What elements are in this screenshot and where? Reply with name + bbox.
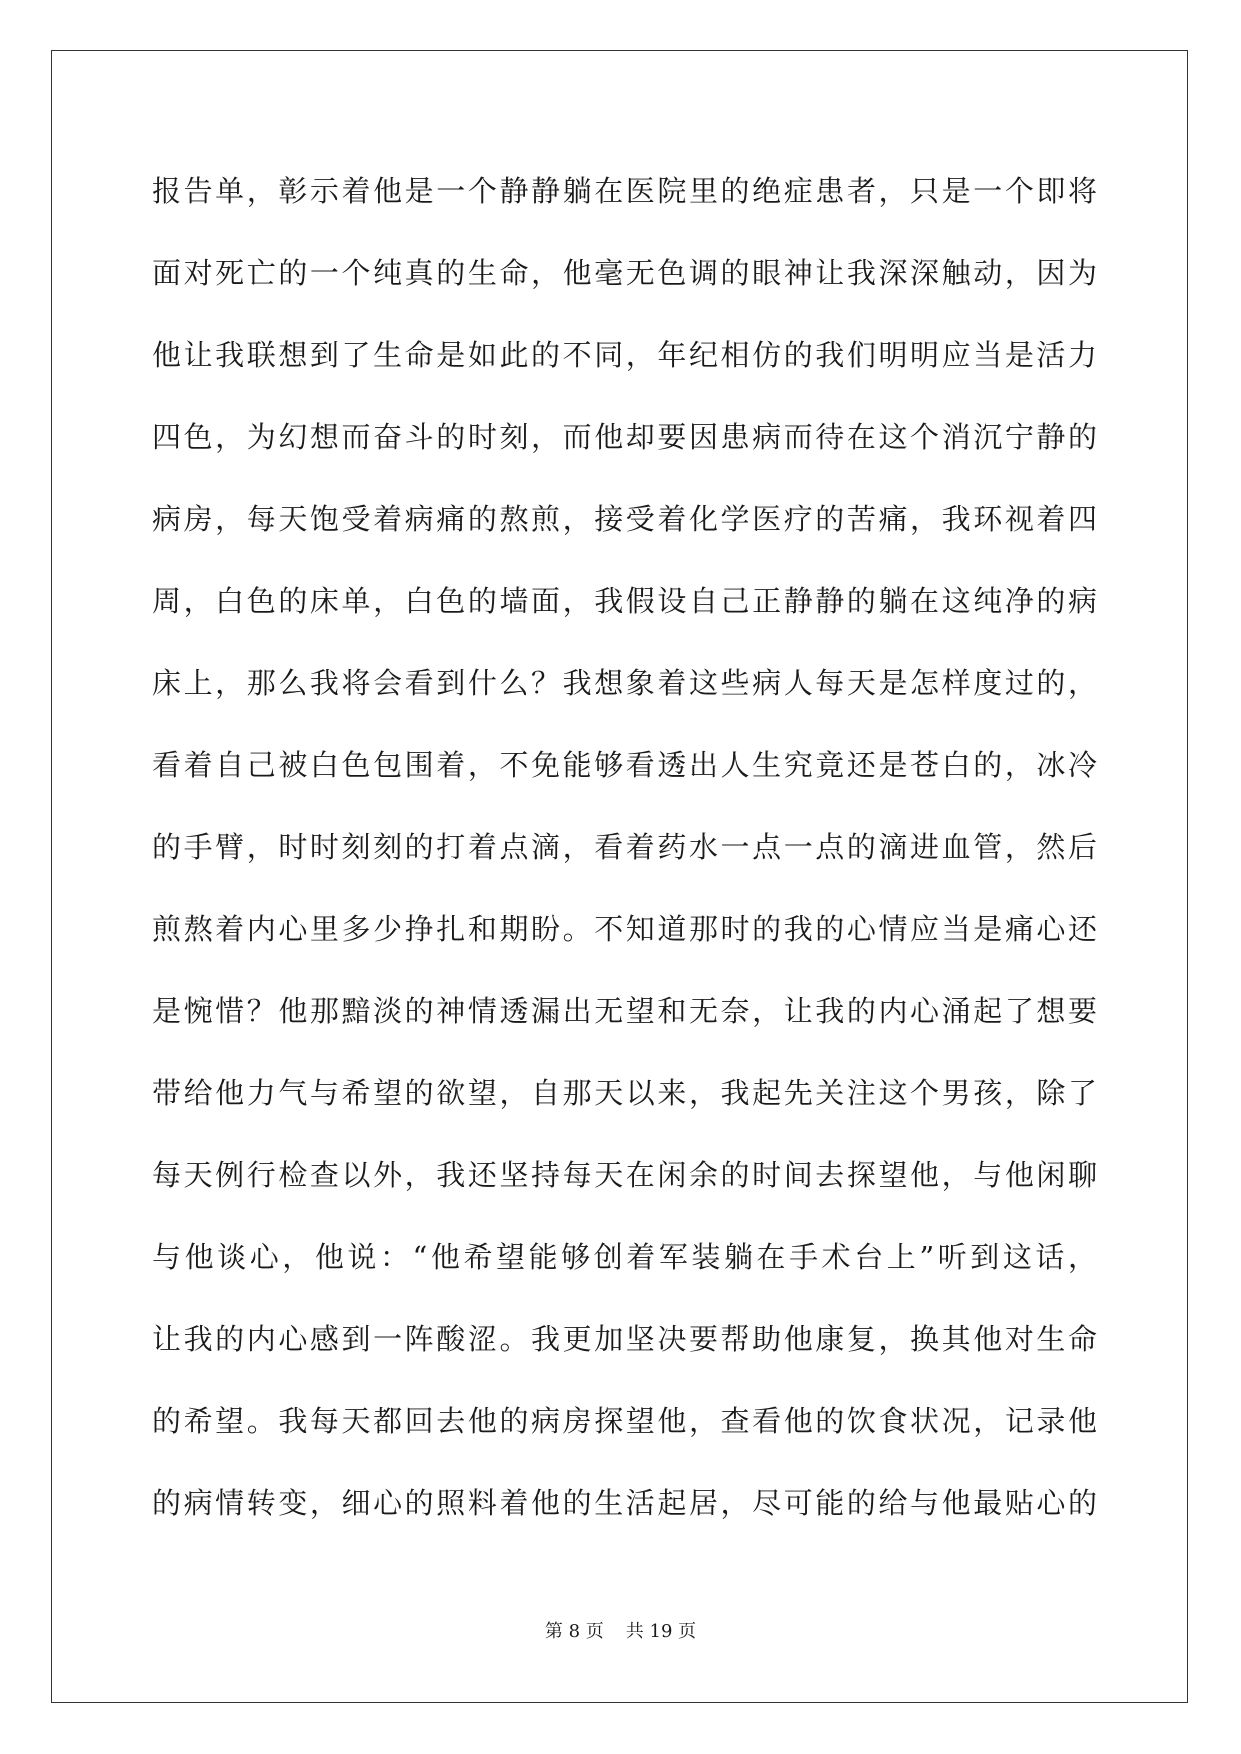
- text-line: 与他谈心，他说：“他希望能够创着军装躺在手术台上”听到这话，: [152, 1240, 1097, 1274]
- page-number: 第 8 页: [544, 1621, 604, 1642]
- text-line: 每天例行检查以外，我还坚持每天在闲余的时间去探望他，与他闲聊: [152, 1158, 1097, 1192]
- page-total: 共 19 页: [625, 1621, 697, 1642]
- text-line: 床上，那么我将会看到什么？我想象着这些病人每天是怎样度过的，: [152, 666, 1097, 700]
- document-body: [152, 162, 1097, 1556]
- text-line: 他让我联想到了生命是如此的不同，年纪相仿的我们明明应当是活力: [152, 338, 1097, 372]
- text-line: 的手臂，时时刻刻的打着点滴，看着药水一点一点的滴进血管，然后: [152, 830, 1097, 864]
- text-line: 四色，为幻想而奋斗的时刻，而他却要因患病而待在这个消沉宁静的: [152, 420, 1097, 454]
- text-line: 的病情转变，细心的照料着他的生活起居，尽可能的给与他最贴心的: [152, 1486, 1097, 1520]
- page-footer: [0, 1620, 1241, 1644]
- text-line: 是惋惜？他那黯淡的神情透漏出无望和无奈，让我的内心涌起了想要: [152, 994, 1097, 1028]
- text-line: 煎熬着内心里多少挣扎和期盼。不知道那时的我的心情应当是痛心还: [152, 912, 1097, 946]
- text-line: 面对死亡的一个纯真的生命，他毫无色调的眼神让我深深触动，因为: [152, 256, 1097, 290]
- text-line: 让我的内心感到一阵酸涩。我更加坚决要帮助他康复，换其他对生命: [152, 1322, 1097, 1356]
- text-line: 带给他力气与希望的欲望，自那天以来，我起先关注这个男孩，除了: [152, 1076, 1097, 1110]
- text-line: 看着自己被白色包围着，不免能够看透出人生究竟还是苍白的，冰冷: [152, 748, 1097, 782]
- text-line: 报告单，彰示着他是一个静静躺在医院里的绝症患者，只是一个即将: [152, 174, 1097, 208]
- text-line: 周，白色的床单，白色的墙面，我假设自己正静静的躺在这纯净的病: [152, 584, 1097, 618]
- text-line: 的希望。我每天都回去他的病房探望他，查看他的饮食状况，记录他: [152, 1404, 1097, 1438]
- text-line: 病房，每天饱受着病痛的熬煎，接受着化学医疗的苦痛，我环视着四: [152, 502, 1097, 536]
